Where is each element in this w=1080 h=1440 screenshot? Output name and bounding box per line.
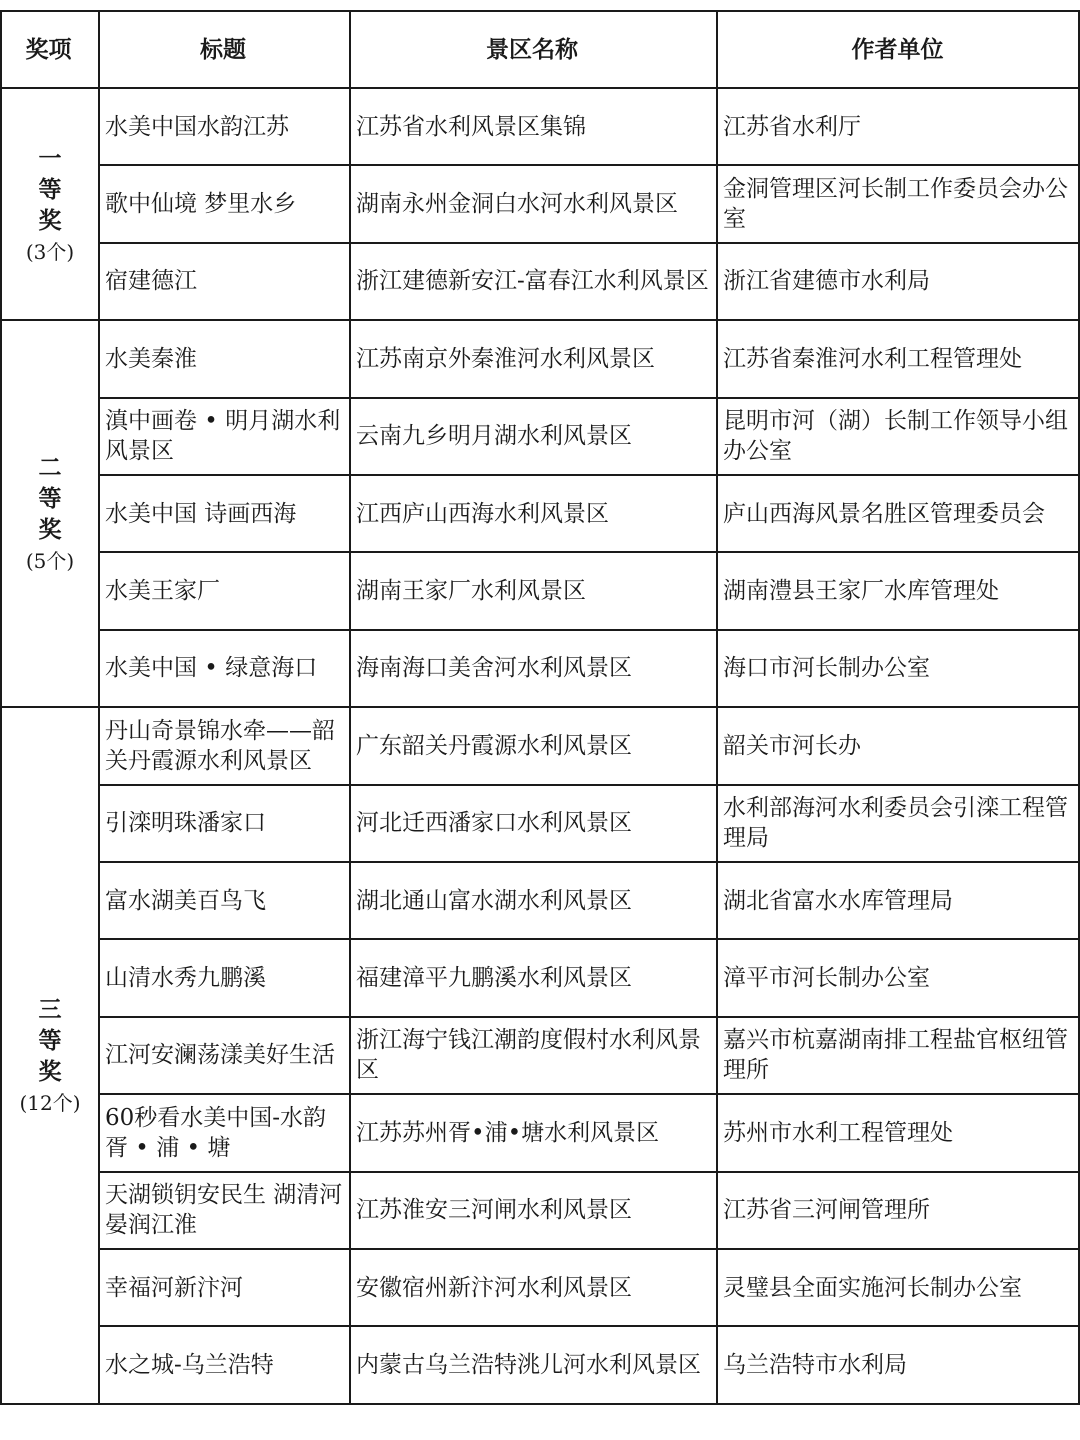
cell-scenic-name: 内蒙古乌兰浩特洮儿河水利风景区 (356, 1352, 701, 1379)
cell-scenic-name: 福建漳平九鹏溪水利风景区 (356, 965, 632, 992)
award-count: (3个) (25, 239, 75, 264)
cell-scenic-name: 湖南王家厂水利风景区 (356, 578, 586, 605)
award-level-char: 等 (38, 175, 62, 203)
award-level-1 (2, 89, 98, 319)
cell-title: 山清水秀九鹏溪 (105, 965, 266, 992)
award-level-char: 奖 (38, 1057, 62, 1085)
award-count: (12个) (19, 1090, 81, 1115)
cell-author-unit: 灵璧县全面实施河长制办公室 (723, 1274, 1022, 1301)
cell-author-unit: 庐山西海风景名胜区管理委员会 (723, 500, 1045, 527)
cell-title: 幸福河新汴河 (105, 1274, 243, 1301)
header-award: 奖项 (25, 35, 72, 63)
cell-title: 引滦明珠潘家口 (105, 810, 266, 837)
cell-title: 宿建德江 (105, 268, 197, 295)
award-level-char: 三 (38, 995, 62, 1023)
cell-title: 水美中国 • 绿意海口 (105, 655, 318, 682)
cell-title: 水之城-乌兰浩特 (105, 1352, 274, 1379)
cell-title: 水美中国水韵江苏 (105, 113, 289, 140)
cell-title: 江河安澜荡漾美好生活 (105, 1042, 335, 1069)
cell-title: 天湖锁钥安民生 湖清河晏润江淮 (105, 1182, 343, 1239)
cell-author-unit: 苏州市水利工程管理处 (723, 1119, 953, 1146)
award-level-2 (2, 321, 98, 706)
cell-scenic-name: 海南海口美舍河水利风景区 (356, 655, 632, 682)
awards-table (0, 10, 1080, 1440)
cell-title: 水美秦淮 (105, 345, 197, 372)
cell-author-unit: 江苏省水利厅 (723, 113, 861, 140)
row-border (0, 1403, 1080, 1405)
header-scenic-name: 景区名称 (486, 35, 578, 63)
cell-author-unit: 湖北省富水水库管理局 (723, 887, 953, 914)
cell-author-unit: 韶关市河长办 (723, 732, 861, 759)
cell-scenic-name: 浙江建德新安江-富春江水利风景区 (356, 268, 709, 295)
cell-scenic-name: 云南九乡明月湖水利风景区 (356, 423, 632, 450)
cell-author-unit: 金洞管理区河长制工作委员会办公室 (723, 176, 1068, 233)
cell-scenic-name: 湖北通山富水湖水利风景区 (356, 887, 632, 914)
header-author-unit: 作者单位 (851, 35, 944, 63)
cell-author-unit: 水利部海河水利委员会引滦工程管理局 (723, 795, 1068, 852)
cell-title: 歌中仙境 梦里水乡 (105, 191, 297, 218)
cell-scenic-name: 江苏省水利风景区集锦 (356, 113, 586, 140)
cell-scenic-name: 河北迁西潘家口水利风景区 (356, 810, 632, 837)
cell-author-unit: 海口市河长制办公室 (723, 655, 930, 682)
cell-author-unit: 嘉兴市杭嘉湖南排工程盐官枢纽管理所 (723, 1027, 1068, 1084)
cell-author-unit: 昆明市河（湖）长制工作领导小组办公室 (723, 408, 1068, 465)
cell-author-unit: 乌兰浩特市水利局 (723, 1352, 907, 1379)
award-count: (5个) (25, 549, 75, 574)
cell-author-unit: 江苏省秦淮河水利工程管理处 (723, 345, 1022, 372)
cell-scenic-name: 江苏淮安三河闸水利风景区 (356, 1197, 632, 1224)
cell-scenic-name: 江西庐山西海水利风景区 (356, 500, 609, 527)
cell-scenic-name: 浙江海宁钱江潮韵度假村水利风景区 (356, 1027, 701, 1084)
cell-author-unit: 湖南澧县王家厂水库管理处 (723, 578, 999, 605)
cell-author-unit: 漳平市河长制办公室 (723, 965, 930, 992)
cell-author-unit: 江苏省三河闸管理所 (723, 1197, 930, 1224)
cell-scenic-name: 安徽宿州新汴河水利风景区 (356, 1274, 632, 1301)
award-level-char: 一 (38, 144, 62, 172)
cell-title: 60秒看水美中国-水韵胥 • 浦 • 塘 (105, 1104, 327, 1161)
cell-scenic-name: 江苏苏州胥•浦•塘水利风景区 (356, 1119, 660, 1146)
cell-title: 水美王家厂 (105, 578, 220, 605)
award-level-char: 等 (38, 485, 62, 513)
cell-title: 富水湖美百鸟飞 (105, 887, 266, 914)
cell-scenic-name: 湖南永州金洞白水河水利风景区 (356, 191, 678, 218)
award-level-char: 奖 (38, 206, 62, 234)
cell-scenic-name: 广东韶关丹霞源水利风景区 (356, 732, 632, 759)
award-level-char: 等 (38, 1026, 62, 1054)
cell-author-unit: 浙江省建德市水利局 (723, 268, 930, 295)
award-level-char: 奖 (38, 516, 62, 544)
header-title: 标题 (200, 35, 246, 63)
cell-title: 丹山奇景锦水牵——韶关丹霞源水利风景区 (105, 717, 335, 774)
cell-title: 水美中国 诗画西海 (105, 500, 297, 527)
cell-title: 滇中画卷 • 明月湖水利风景区 (105, 408, 341, 465)
award-level-char: 二 (38, 454, 62, 482)
award-level-3 (2, 708, 98, 1403)
cell-scenic-name: 江苏南京外秦淮河水利风景区 (356, 345, 655, 372)
